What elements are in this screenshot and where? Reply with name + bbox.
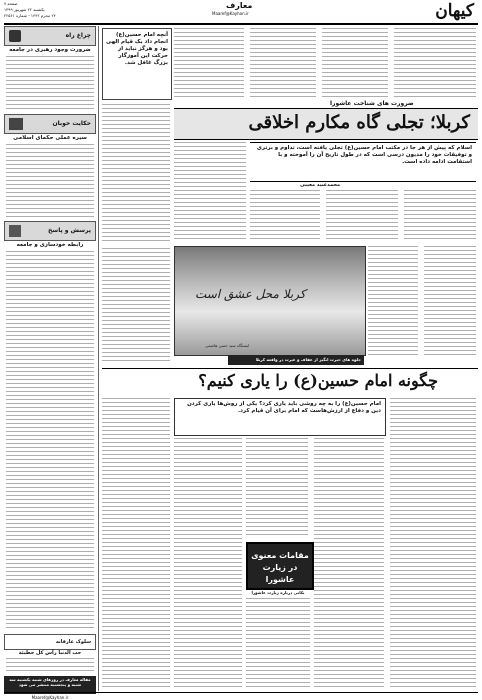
pull-quote-box: [102, 28, 172, 100]
suluk-title: سلوک عارفانه: [55, 639, 91, 645]
chirag-headline: ضرورت وجود رهبری در جامعه: [9, 47, 91, 53]
chirag-rah-label: چراغ راه: [65, 32, 91, 39]
lead-quote-text: اسلام که پیش از هر جا در مکتب امام حسین(ع) تجلی یافته است، تداوم و برتری و توفیقات خود را مدیون درسی است که در طول تاریخ آن را آموخته و با استقامت ادامه داده است.: [256, 145, 472, 165]
third-subhead: نکاتی درباره زیارت عاشورا: [251, 590, 305, 595]
second-col-5: [390, 398, 476, 688]
masthead: [0, 0, 482, 24]
third-headline: مقامات معنوی در زیارت عاشورا: [251, 551, 309, 584]
left-sidebar: [4, 26, 96, 700]
third-article-box: [246, 542, 314, 590]
porsesh-headline: رابطه خودسازی و جامعه: [16, 242, 84, 248]
hekayat-headline: سیره عملی حکمای اسلامی: [13, 135, 87, 141]
top-text-col-3: [322, 28, 388, 98]
image-side-col-1: [368, 246, 418, 356]
lamp-icon: [9, 30, 21, 42]
porsesh-body: [6, 251, 94, 631]
section-email: Maaref@Kayhan.ir: [212, 11, 249, 16]
masthead-rule: [4, 23, 478, 25]
lead-body-col-c: [326, 190, 398, 242]
lead-byline: محمدعبید معینی: [300, 182, 341, 188]
suluk-box: [4, 634, 96, 650]
footer-banner-text: مقاله معارف در روزهای شنبه یکشنبه سه شنبه و پنجشنبه منتشر می شود: [9, 677, 91, 687]
suluk-body: [6, 658, 94, 674]
image-credit: ایستگاه سید حسن هاشمی: [205, 343, 250, 348]
newspaper-logo: کیهان: [435, 1, 474, 21]
second-headline: چگونه امام حسین(ع) را یاری کنیم؟: [198, 371, 438, 390]
second-lede-box: [174, 398, 386, 436]
bottom-rule: [4, 692, 478, 693]
issue-line: ۲۴ محرم ۱۴۴۲ - شماره ۲۲۵۶۱: [4, 13, 56, 18]
chirag-body: [6, 56, 94, 112]
hekayat-box: [4, 114, 96, 134]
pen-icon: [9, 225, 21, 237]
second-col-3: [246, 438, 308, 538]
lead-body-col-a: [174, 142, 246, 242]
image-caption: جلوه های حیرت انگیز از عفاف و غیرت در واقعه کربلا: [255, 357, 361, 362]
third-body: [246, 598, 310, 688]
second-lede: امام حسین(ع) را به چه روشی باید یاری کرد؟ یکی از روش‌ها یاری کردن دین و دفاع از ارزش‌هاست که امام برای آن قیام کرد.: [187, 401, 381, 414]
lead-headline: کربلا؛ تجلی گاه مکارم اخلاقی: [248, 112, 470, 133]
top-text-col-2: [250, 28, 316, 98]
suluk-text: حب الدنیا رأس کل خطیئة: [18, 650, 82, 656]
page-number: صفحه ۷: [4, 1, 18, 6]
left-column-rule: [98, 26, 99, 691]
second-col-4: [314, 438, 384, 688]
lead-body-col-d: [404, 190, 476, 242]
lead-quote-block: [250, 142, 476, 182]
image-side-col-2: [424, 246, 476, 356]
image-caption-bar: [228, 355, 364, 365]
second-col-2: [174, 438, 242, 688]
feature-image: [174, 246, 366, 356]
image-left-col: [102, 248, 170, 364]
chirag-rah-box: [4, 26, 96, 46]
lead-body-left: [102, 104, 170, 244]
image-calligraphy: کربلا محل عشق است: [195, 287, 306, 301]
hekayat-body: [6, 144, 94, 218]
hekayat-label: حکایت خوبان: [52, 120, 91, 127]
lead-headline-band: [174, 108, 478, 140]
top-text-col-1: [174, 28, 244, 98]
lead-body-col-b: [250, 190, 320, 242]
porsesh-label: پرسش و پاسخ: [47, 227, 91, 234]
second-col-1: [102, 398, 170, 688]
pull-quote-text: آنچه امام حسین(ع) انجام داد یک قیام الهی بود و هرگز نباید از حرکت این آموزگار بزرگ غافل شد.: [106, 32, 168, 66]
footer-email: Maaref@Kayhan.ir: [31, 695, 69, 700]
section-title: معارف: [226, 1, 253, 10]
top-text-col-4: [394, 28, 476, 98]
second-headline-band: [102, 368, 478, 395]
porsesh-box: [4, 221, 96, 241]
lead-kicker: ضرورت های شناخت عاشورا: [330, 100, 414, 107]
date-line: یکشنبه ۲۲ شهریور ۱۳۹۹: [4, 7, 45, 12]
book-icon: [9, 118, 23, 130]
